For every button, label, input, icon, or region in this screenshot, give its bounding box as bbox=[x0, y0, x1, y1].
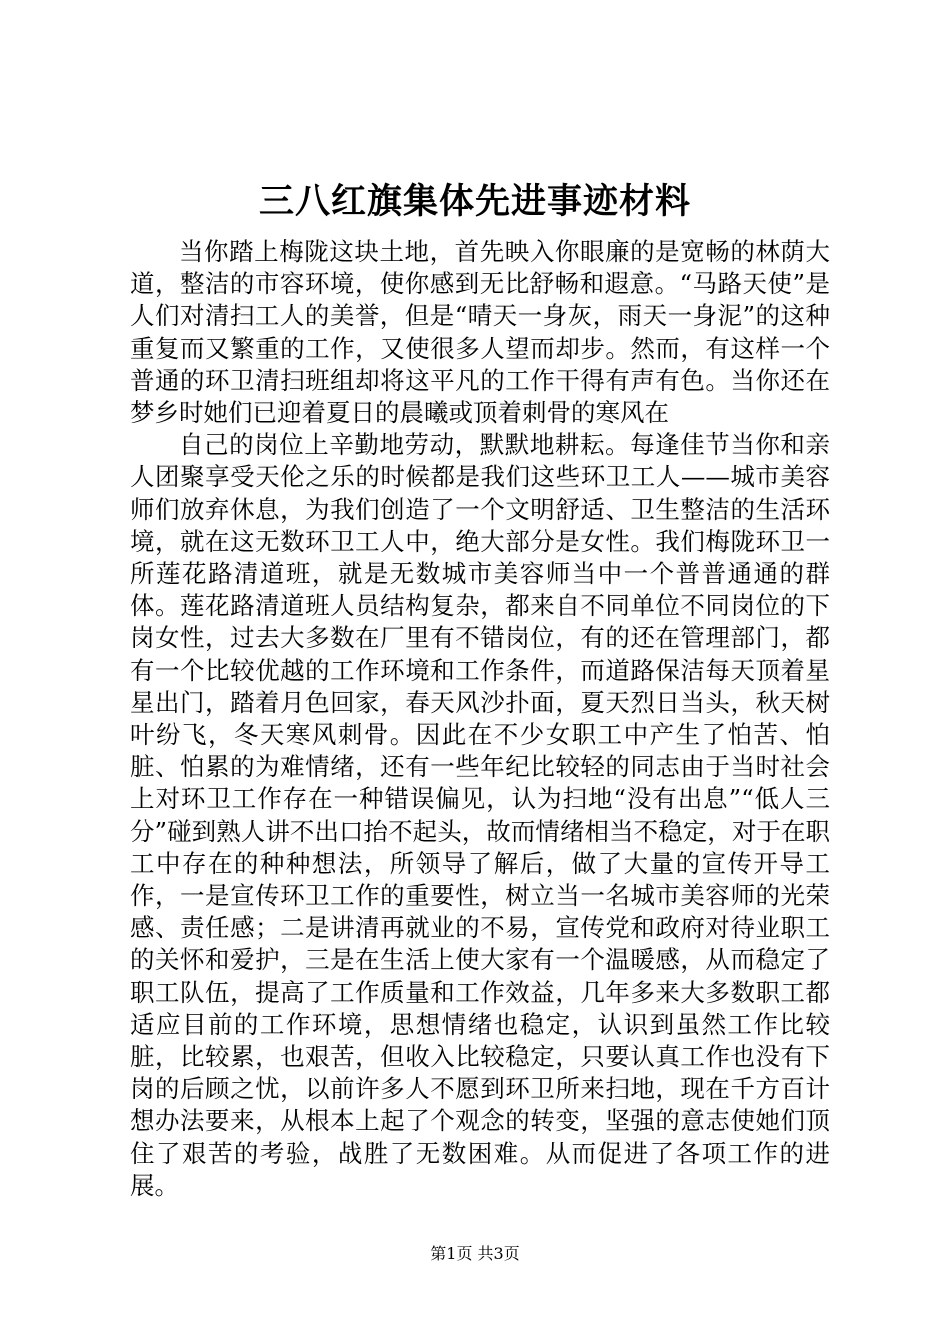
paragraph-1: 当你踏上梅陇这块土地，首先映入你眼廉的是宽畅的林荫大道，整洁的市容环境，使你感到无比舒畅和遐意。“马路天使”是人们对清扫工人的美誉，但是“晴天一身灰，雨天一身泥”的这种重复而又繁重的工作，又使很多人望而却步。然而，有这样一个普通的环卫清扫班组却将这平凡的工作干得有声有色。当你还在梦乡时她们已迎着夏日的晨曦或顶着刺骨的寒风在 bbox=[130, 237, 830, 428]
document-body bbox=[130, 236, 830, 1202]
page-number-footer: 第1页 共3页 bbox=[430, 1244, 520, 1263]
document-title: 三八红旗集体先进事迹材料 bbox=[258, 181, 691, 222]
paragraph-2: 自己的岗位上辛勤地劳动，默默地耕耘。每逢佳节当你和亲人团聚享受天伦之乐的时候都是我们这些环卫工人——城市美容师们放弃休息，为我们创造了一个文明舒适、卫生整洁的生活环境，就在这无数环卫工人中，绝大部分是女性。我们梅陇环卫一所莲花路清道班，就是无数城市美容师当中一个普普通通的群体。莲花路清道班人员结构复杂，都来自不同单位不同岗位的下岗女性，过去大多数在厂里有不错岗位，有的还在管理部门，都有一个比较优越的工作环境和工作条件，而道路保洁每天顶着星星出门，踏着月色回家，春天风沙扑面，夏天烈日当头，秋天树叶纷飞，冬天寒风刺骨。因此在不少女职工中产生了怕苦、怕脏、怕累的为难情绪，还有一些年纪比较轻的同志由于当时社会上对环卫工作存在一种错误偏见，认为扫地“没有出息”“低人三分”碰到熟人讲不出口抬不起头，故而情绪相当不稳定，对于在职工中存在的种种想法，所领导了解后，做了大量的宣传开导工作，一是宣传环卫工作的重要性，树立当一名城市美容师的光荣感、责任感；二是讲清再就业的不易，宣传党和政府对待业职工的关怀和爱护，三是在生活上使大家有一个温暖感，从而稳定了职工队伍，提高了工作质量和工作效益，几年多来大多数职工都适应目前的工作环境，思想情绪也稳定，认识到虽然工作比较脏，比较累，也艰苦，但收入比较稳定，只要认真工作也没有下岗的后顾之忧，以前许多人不愿到环卫所来扫地，现在千方百计想办法要来，从根本上起了个观念的转变，坚强的意志使她们顶住了艰苦的考验，战胜了无数困难。从而促进了各项工作的进展。 bbox=[130, 430, 830, 1200]
